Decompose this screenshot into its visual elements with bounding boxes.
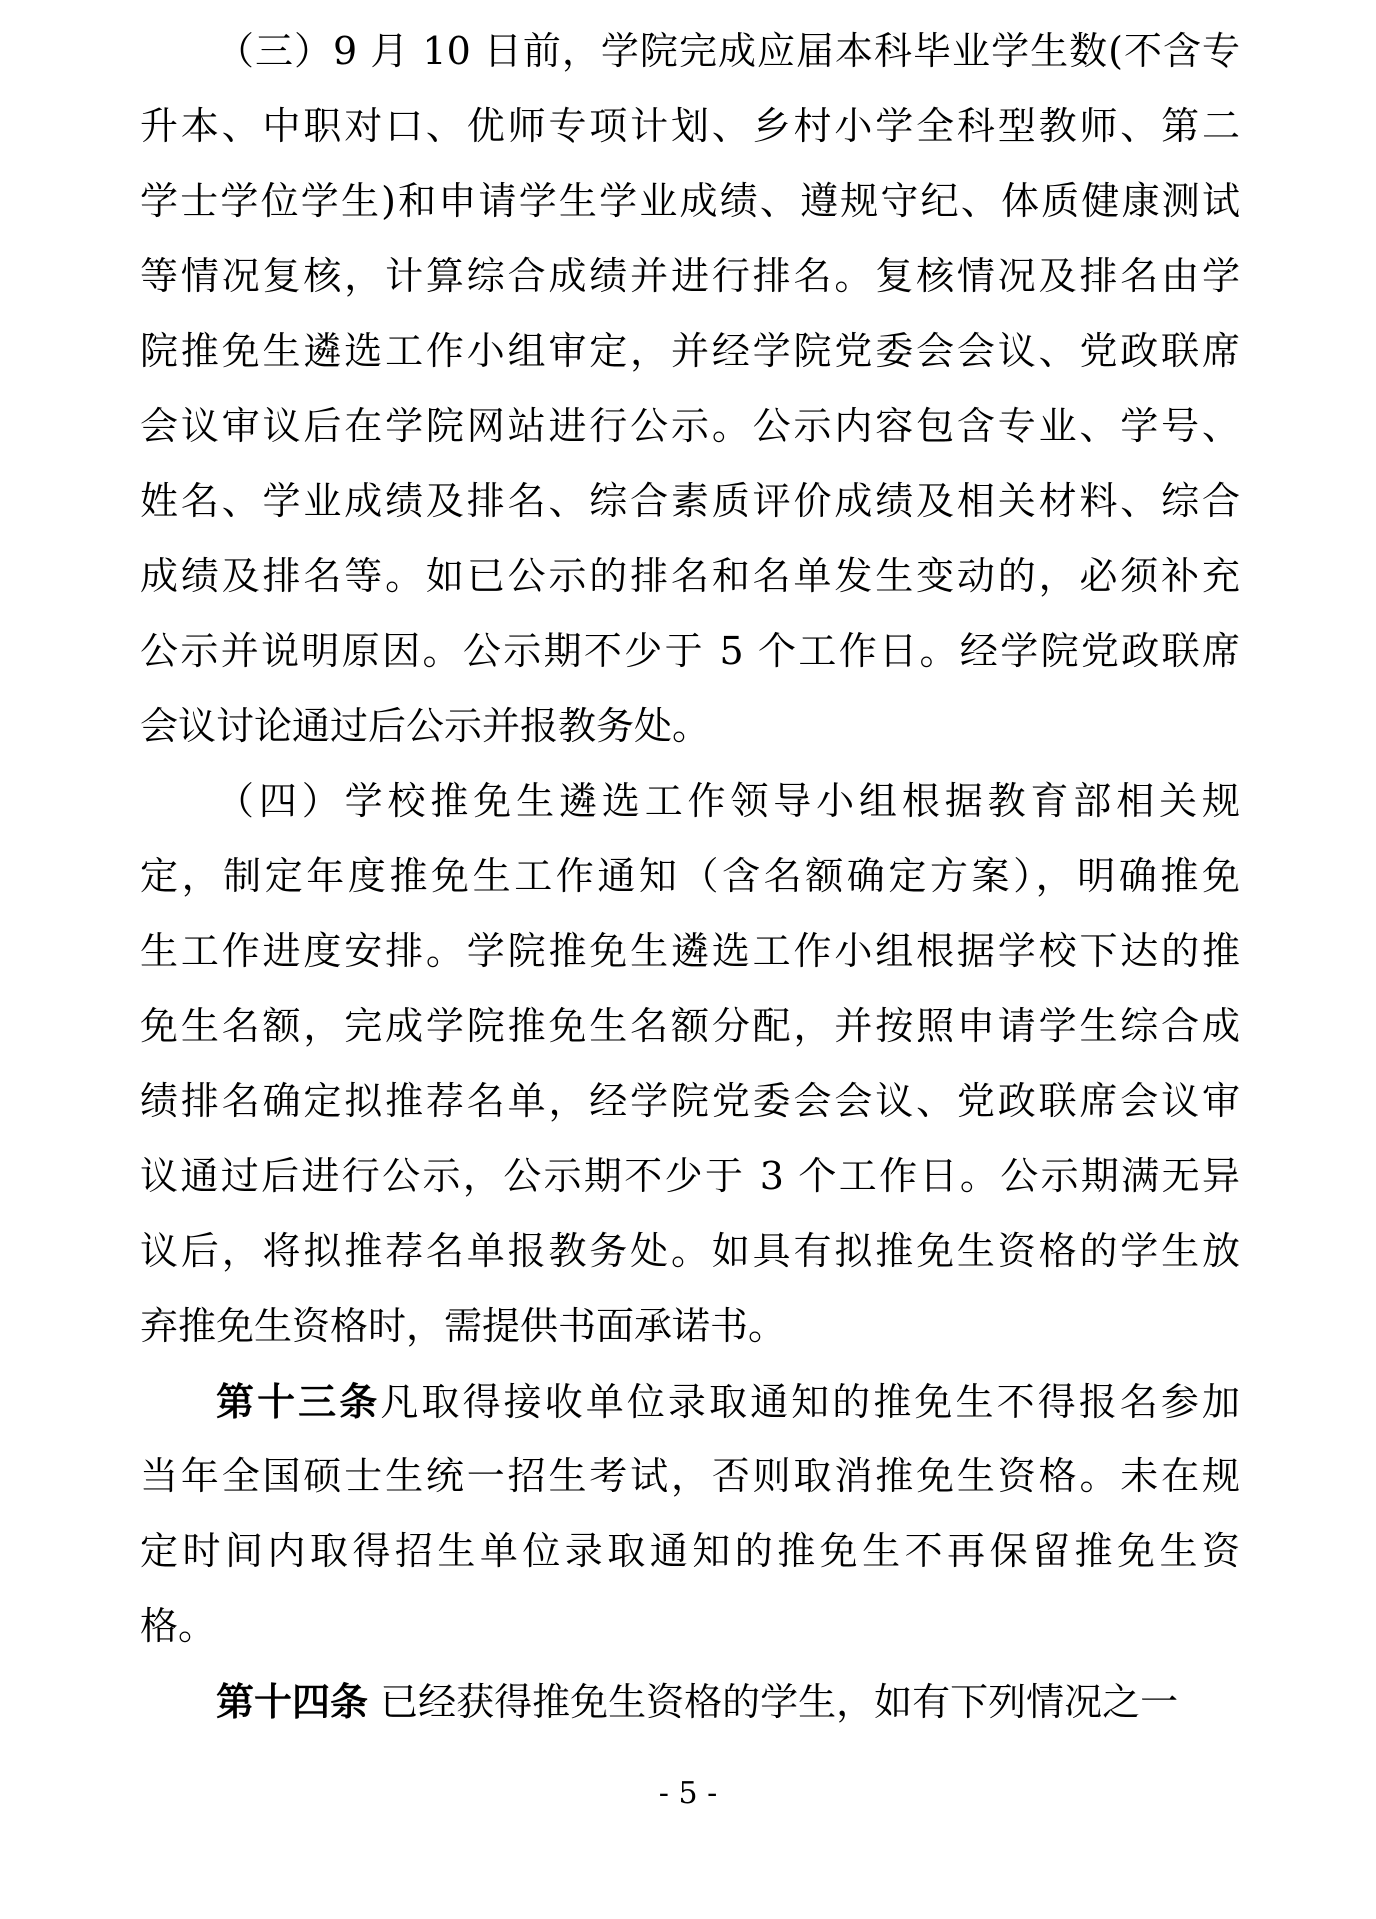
text-line: 院推免生遴选工作小组审定，并经学院党委会会议、党政联席 <box>140 329 1240 373</box>
text-line: 学士学位学生)和申请学生学业成绩、遵规守纪、体质健康测试 <box>140 179 1240 223</box>
text-line: 免生名额，完成学院推免生名额分配，并按照申请学生综合成 <box>140 1004 1240 1048</box>
text-line: 议通过后进行公示，公示期不少于 3 个工作日。公示期满无异 <box>140 1154 1240 1198</box>
text-line: 会议讨论通过后公示并报教务处。 <box>140 704 711 748</box>
text-line: 姓名、学业成绩及排名、综合素质评价成绩及相关材料、综合 <box>140 479 1240 523</box>
text-line: 当年全国硕士生统一招生考试，否则取消推免生资格。未在规 <box>140 1454 1240 1498</box>
text-line: 生工作进度安排。学院推免生遴选工作小组根据学校下达的推 <box>140 929 1240 973</box>
text-line: 绩排名确定拟推荐名单，经学院党委会会议、党政联席会议审 <box>140 1079 1240 1123</box>
text-line: 格。 <box>140 1604 217 1648</box>
article-14-heading: 第十四条 <box>216 1679 369 1724</box>
article-13-text: 凡取得接收单位录取通知的推免生不得报名参加 <box>380 1380 1240 1424</box>
text-line <box>140 1664 1240 1739</box>
article-13-heading: 第十三条 <box>216 1379 381 1424</box>
text-line: （三）9 月 10 日前，学院完成应届本科毕业学生数(不含专 <box>216 29 1240 73</box>
text-line: 会议审议后在学院网站进行公示。公示内容包含专业、学号、 <box>140 404 1240 448</box>
text-line: 成绩及排名等。如已公示的排名和名单发生变动的，必须补充 <box>140 554 1240 598</box>
text-line: 升本、中职对口、优师专项计划、乡村小学全科型教师、第二 <box>140 104 1240 148</box>
text-line: 弃推免生资格时，需提供书面承诺书。 <box>140 1304 787 1348</box>
text-line: 公示并说明原因。公示期不少于 5 个工作日。经学院党政联席 <box>140 629 1240 673</box>
text-line: （四）学校推免生遴选工作领导小组根据教育部相关规 <box>216 779 1240 823</box>
text-line: 议后，将拟推荐名单报教务处。如具有拟推免生资格的学生放 <box>140 1229 1240 1273</box>
text-line: 定时间内取得招生单位录取通知的推免生不再保留推免生资 <box>140 1529 1240 1573</box>
text-line: 定，制定年度推免生工作通知（含名额确定方案），明确推免 <box>140 854 1240 898</box>
text-line <box>140 1364 1240 1439</box>
text-line: 等情况复核，计算综合成绩并进行排名。复核情况及排名由学 <box>140 254 1240 298</box>
page-number: - 5 - <box>658 1776 718 1811</box>
article-14-text: 已经获得推免生资格的学生，如有下列情况之一 <box>368 1680 1179 1724</box>
